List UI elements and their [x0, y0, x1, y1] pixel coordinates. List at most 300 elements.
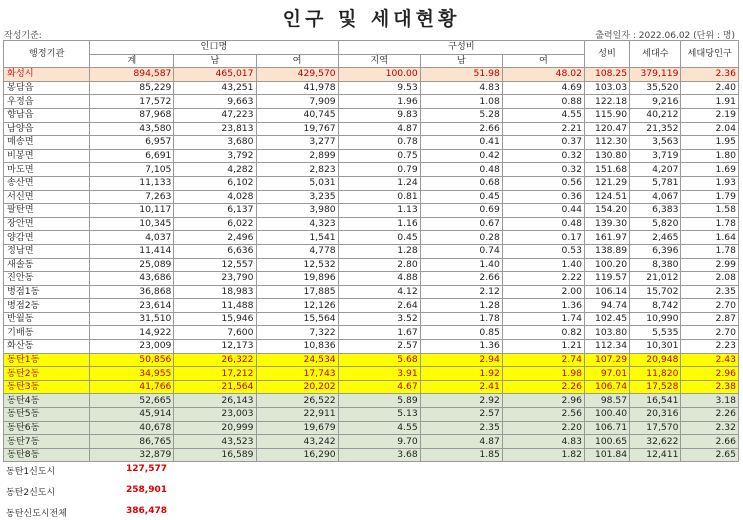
row-cell: 6,636: [174, 244, 256, 258]
prepared-by-label: 작성기준:: [4, 31, 42, 41]
row-cell: 120.47: [584, 122, 629, 136]
row-cell: 100.20: [584, 258, 629, 272]
row-cell: 10,836: [256, 340, 338, 354]
row-cell: 20,316: [630, 408, 681, 422]
row-agency-name: 동탄6동: [4, 421, 90, 435]
row-cell: 1.40: [420, 258, 502, 272]
row-cell: 18,983: [174, 285, 256, 299]
row-cell: 1.78: [420, 312, 502, 326]
row-cell: 2.21: [502, 122, 584, 136]
row-cell: 0.74: [420, 244, 502, 258]
row-cell: 0.32: [502, 149, 584, 163]
table-row: [4, 394, 739, 408]
row-cell: 11,820: [630, 367, 681, 381]
table-row: [4, 299, 739, 313]
row-cell: 40,678: [90, 421, 174, 435]
row-cell: 2.66: [420, 122, 502, 136]
row-agency-name: 새솔동: [4, 258, 90, 272]
row-cell: 119.57: [584, 272, 629, 286]
row-cell: 41,766: [90, 380, 174, 394]
row-cell: 0.81: [338, 190, 420, 204]
row-cell: 2.87: [681, 312, 739, 326]
table-row: [4, 367, 739, 381]
row-cell: 2.00: [502, 285, 584, 299]
row-cell: 21,012: [630, 272, 681, 286]
row-cell: 2.74: [502, 353, 584, 367]
row-cell: 10,301: [630, 340, 681, 354]
row-cell: 5,820: [630, 217, 681, 231]
row-cell: 1.69: [681, 163, 739, 177]
row-cell: 2.70: [681, 326, 739, 340]
row-cell: 1.21: [502, 340, 584, 354]
row-cell: 4,067: [630, 190, 681, 204]
row-cell: 9.83: [338, 108, 420, 122]
row-cell: 130.80: [584, 149, 629, 163]
row-cell: 2.26: [681, 408, 739, 422]
row-cell: 4.55: [502, 108, 584, 122]
header-female-pct: 여: [502, 54, 584, 68]
row-cell: 15,702: [630, 285, 681, 299]
row-cell: 2.65: [681, 448, 739, 462]
row-cell: 4.83: [502, 435, 584, 449]
row-cell: 20,948: [630, 353, 681, 367]
table-row: [4, 244, 739, 258]
row-cell: 121.29: [584, 176, 629, 190]
row-cell: 50,856: [90, 353, 174, 367]
row-cell: 2.43: [681, 353, 739, 367]
row-cell: 12,126: [256, 299, 338, 313]
row-cell: 115.90: [584, 108, 629, 122]
row-cell: 19,767: [256, 122, 338, 136]
header-population: 인口명: [90, 41, 338, 55]
row-cell: 2.80: [338, 258, 420, 272]
row-cell: 4,028: [174, 190, 256, 204]
row-cell: 1.78: [681, 244, 739, 258]
row-agency-name: 동탄2동: [4, 367, 90, 381]
row-cell: 2.96: [681, 367, 739, 381]
row-cell: 23,790: [174, 272, 256, 286]
row-cell: 1.85: [420, 448, 502, 462]
row-cell: 1.91: [681, 95, 739, 109]
row-cell: 2.22: [502, 272, 584, 286]
row-cell: 51.98: [420, 68, 502, 82]
row-cell: 15,564: [256, 312, 338, 326]
row-cell: 2.57: [420, 408, 502, 422]
row-cell: 8,380: [630, 258, 681, 272]
header-composition: 구성비: [338, 41, 584, 55]
row-cell: 1.28: [420, 299, 502, 313]
row-cell: 3,792: [174, 149, 256, 163]
row-agency-name: 반월동: [4, 312, 90, 326]
header-per-household: 세대당인구: [681, 41, 739, 68]
row-cell: 94.74: [584, 299, 629, 313]
row-cell: 6,396: [630, 244, 681, 258]
row-cell: 40,212: [630, 108, 681, 122]
row-cell: 3.91: [338, 367, 420, 381]
row-cell: 0.69: [420, 204, 502, 218]
row-cell: 1.58: [681, 204, 739, 218]
table-row: [4, 217, 739, 231]
row-cell: 8,742: [630, 299, 681, 313]
row-agency-name: 병점1동: [4, 285, 90, 299]
row-cell: 2.94: [420, 353, 502, 367]
row-cell: 21,564: [174, 380, 256, 394]
row-cell: 3,563: [630, 136, 681, 150]
row-cell: 3.18: [681, 394, 739, 408]
header-agency: 행정기관: [4, 41, 90, 68]
summary-label: 동탄1신도시: [6, 467, 56, 477]
row-agency-name: 비봉면: [4, 149, 90, 163]
row-cell: 0.36: [502, 190, 584, 204]
row-cell: 0.28: [420, 231, 502, 245]
row-cell: 98.57: [584, 394, 629, 408]
row-cell: 139.30: [584, 217, 629, 231]
table-row: [4, 435, 739, 449]
row-cell: 4.12: [338, 285, 420, 299]
row-cell: 2.40: [681, 81, 739, 95]
row-cell: 48.02: [502, 68, 584, 82]
row-cell: 17,528: [630, 380, 681, 394]
row-cell: 0.88: [502, 95, 584, 109]
row-agency-name: 동탄3동: [4, 380, 90, 394]
page-title: 인구 및 세대현황: [282, 8, 461, 30]
summary-label: 동탄신도시전체: [6, 509, 67, 519]
row-cell: 138.89: [584, 244, 629, 258]
row-cell: 465,017: [174, 68, 256, 82]
row-cell: 0.45: [420, 190, 502, 204]
row-cell: 106.74: [584, 380, 629, 394]
row-cell: 3,277: [256, 136, 338, 150]
row-cell: 4.83: [420, 81, 502, 95]
table-row: [4, 312, 739, 326]
row-cell: 2.41: [420, 380, 502, 394]
row-cell: 15,946: [174, 312, 256, 326]
row-cell: 7,105: [90, 163, 174, 177]
row-cell: 43,251: [174, 81, 256, 95]
row-cell: 7,263: [90, 190, 174, 204]
row-cell: 43,580: [90, 122, 174, 136]
row-cell: 16,290: [256, 448, 338, 462]
row-cell: 2.23: [681, 340, 739, 354]
row-agency-name: 화산동: [4, 340, 90, 354]
table-row: [4, 353, 739, 367]
row-cell: 17,212: [174, 367, 256, 381]
row-cell: 124.51: [584, 190, 629, 204]
row-agency-name: 봉담읍: [4, 81, 90, 95]
table-row: [4, 408, 739, 422]
row-cell: 0.45: [338, 231, 420, 245]
row-cell: 0.48: [420, 163, 502, 177]
row-cell: 2.26: [502, 380, 584, 394]
row-cell: 0.68: [420, 176, 502, 190]
row-cell: 11,414: [90, 244, 174, 258]
table-row: [4, 258, 739, 272]
table-row: [4, 95, 739, 109]
row-cell: 894,587: [90, 68, 174, 82]
row-cell: 2.38: [681, 380, 739, 394]
row-cell: 1.08: [420, 95, 502, 109]
row-cell: 32,622: [630, 435, 681, 449]
row-cell: 19,896: [256, 272, 338, 286]
row-cell: 4.67: [338, 380, 420, 394]
row-cell: 1,541: [256, 231, 338, 245]
row-cell: 2,465: [630, 231, 681, 245]
row-cell: 101.84: [584, 448, 629, 462]
row-cell: 0.75: [338, 149, 420, 163]
row-cell: 6,957: [90, 136, 174, 150]
row-cell: 12,557: [174, 258, 256, 272]
row-cell: 107.29: [584, 353, 629, 367]
row-cell: 0.78: [338, 136, 420, 150]
row-cell: 2.57: [338, 340, 420, 354]
row-cell: 12,532: [256, 258, 338, 272]
row-cell: 9,216: [630, 95, 681, 109]
row-cell: 2.66: [681, 435, 739, 449]
row-cell: 1.64: [681, 231, 739, 245]
row-agency-name: 우정읍: [4, 95, 90, 109]
row-cell: 4,778: [256, 244, 338, 258]
row-agency-name: 남양읍: [4, 122, 90, 136]
row-cell: 43,686: [90, 272, 174, 286]
row-cell: 4,282: [174, 163, 256, 177]
row-cell: 9.70: [338, 435, 420, 449]
summary-value: 127,577: [126, 464, 167, 474]
row-cell: 17,885: [256, 285, 338, 299]
row-cell: 2.19: [681, 108, 739, 122]
row-cell: 0.44: [502, 204, 584, 218]
header-male: 남: [174, 54, 256, 68]
row-cell: 122.18: [584, 95, 629, 109]
row-cell: 47,223: [174, 108, 256, 122]
row-cell: 41,978: [256, 81, 338, 95]
row-cell: 2.70: [681, 299, 739, 313]
table-row: [4, 272, 739, 286]
row-cell: 35,520: [630, 81, 681, 95]
row-cell: 43,242: [256, 435, 338, 449]
row-cell: 161.97: [584, 231, 629, 245]
row-cell: 2,823: [256, 163, 338, 177]
row-cell: 14,922: [90, 326, 174, 340]
row-cell: 16,541: [630, 394, 681, 408]
header-region-pct: 지역: [338, 54, 420, 68]
row-cell: 11,488: [174, 299, 256, 313]
row-cell: 5,781: [630, 176, 681, 190]
row-cell: 2.08: [681, 272, 739, 286]
row-cell: 6,691: [90, 149, 174, 163]
row-cell: 151.68: [584, 163, 629, 177]
row-cell: 26,522: [256, 394, 338, 408]
row-cell: 2.32: [681, 421, 739, 435]
row-cell: 4,323: [256, 217, 338, 231]
row-cell: 12,411: [630, 448, 681, 462]
row-cell: 24,534: [256, 353, 338, 367]
row-cell: 102.45: [584, 312, 629, 326]
table-row: [4, 81, 739, 95]
row-cell: 103.80: [584, 326, 629, 340]
row-cell: 6,137: [174, 204, 256, 218]
row-cell: 19,679: [256, 421, 338, 435]
row-agency-name: 동탄4동: [4, 394, 90, 408]
table-row: [4, 136, 739, 150]
row-agency-name: 병점2동: [4, 299, 90, 313]
row-agency-name: 서신면: [4, 190, 90, 204]
row-cell: 31,510: [90, 312, 174, 326]
row-cell: 106.71: [584, 421, 629, 435]
table-row: [4, 108, 739, 122]
row-cell: 5,031: [256, 176, 338, 190]
row-agency-name: 동탄8동: [4, 448, 90, 462]
row-cell: 3.52: [338, 312, 420, 326]
row-cell: 0.53: [502, 244, 584, 258]
row-cell: 6,383: [630, 204, 681, 218]
row-agency-name: 매송면: [4, 136, 90, 150]
row-cell: 10,990: [630, 312, 681, 326]
row-cell: 1.95: [681, 136, 739, 150]
row-cell: 154.20: [584, 204, 629, 218]
row-cell: 0.82: [502, 326, 584, 340]
row-cell: 97.01: [584, 367, 629, 381]
row-cell: 32,879: [90, 448, 174, 462]
row-cell: 100.65: [584, 435, 629, 449]
row-agency-name: 동탄1동: [4, 353, 90, 367]
table-row: [4, 68, 739, 82]
table-row: [4, 122, 739, 136]
row-cell: 52,665: [90, 394, 174, 408]
row-cell: 1.40: [502, 258, 584, 272]
row-cell: 7,600: [174, 326, 256, 340]
row-cell: 103.03: [584, 81, 629, 95]
row-cell: 7,909: [256, 95, 338, 109]
row-cell: 2.99: [681, 258, 739, 272]
table-row: [4, 421, 739, 435]
table-row: [4, 231, 739, 245]
row-cell: 100.00: [338, 68, 420, 82]
row-cell: 1.80: [681, 149, 739, 163]
row-cell: 1.74: [502, 312, 584, 326]
row-cell: 1.92: [420, 367, 502, 381]
row-cell: 0.37: [502, 136, 584, 150]
row-cell: 2.04: [681, 122, 739, 136]
row-cell: 12,173: [174, 340, 256, 354]
row-agency-name: 동탄7동: [4, 435, 90, 449]
row-agency-name: 장안면: [4, 217, 90, 231]
row-cell: 36,868: [90, 285, 174, 299]
row-cell: 0.42: [420, 149, 502, 163]
row-cell: 112.30: [584, 136, 629, 150]
row-cell: 379,119: [630, 68, 681, 82]
row-agency-name: 양감면: [4, 231, 90, 245]
row-agency-name: 기배동: [4, 326, 90, 340]
table-row: [4, 340, 739, 354]
row-cell: 100.40: [584, 408, 629, 422]
row-cell: 2.35: [681, 285, 739, 299]
row-cell: 108.25: [584, 68, 629, 82]
row-cell: 23,009: [90, 340, 174, 354]
row-cell: 1.79: [681, 190, 739, 204]
row-cell: 3.68: [338, 448, 420, 462]
row-cell: 0.48: [502, 217, 584, 231]
row-cell: 10,345: [90, 217, 174, 231]
print-info: 출력일자 : 2022.06.02 (단위 : 명): [595, 31, 735, 41]
table-row: [4, 448, 739, 462]
row-cell: 26,322: [174, 353, 256, 367]
row-cell: 25,089: [90, 258, 174, 272]
row-cell: 85,229: [90, 81, 174, 95]
row-cell: 2.56: [502, 408, 584, 422]
table-row: [4, 190, 739, 204]
row-cell: 23,813: [174, 122, 256, 136]
header-male-pct: 남: [420, 54, 502, 68]
row-cell: 2.66: [420, 272, 502, 286]
summary-value: 258,901: [126, 485, 167, 495]
header-female: 여: [256, 54, 338, 68]
row-cell: 4.87: [420, 435, 502, 449]
row-cell: 1.13: [338, 204, 420, 218]
row-cell: 5.28: [420, 108, 502, 122]
row-cell: 34,955: [90, 367, 174, 381]
row-cell: 1.36: [502, 299, 584, 313]
row-cell: 9.53: [338, 81, 420, 95]
row-cell: 0.67: [420, 217, 502, 231]
table-row: [4, 285, 739, 299]
row-cell: 5.89: [338, 394, 420, 408]
row-agency-name: 정남면: [4, 244, 90, 258]
row-cell: 2.35: [420, 421, 502, 435]
row-cell: 0.17: [502, 231, 584, 245]
row-cell: 11,133: [90, 176, 174, 190]
row-cell: 5.68: [338, 353, 420, 367]
row-cell: 4,037: [90, 231, 174, 245]
row-agency-name: 동탄5동: [4, 408, 90, 422]
table-row: [4, 326, 739, 340]
row-cell: 2.20: [502, 421, 584, 435]
summary-value: 386,478: [126, 506, 167, 516]
summary-label: 동탄2신도시: [6, 488, 56, 498]
row-cell: 17,570: [630, 421, 681, 435]
row-cell: 2.12: [420, 285, 502, 299]
row-agency-name: 마도면: [4, 163, 90, 177]
row-cell: 86,765: [90, 435, 174, 449]
row-cell: 22,911: [256, 408, 338, 422]
population-table: [3, 40, 739, 462]
row-cell: 23,614: [90, 299, 174, 313]
row-agency-name: 송산면: [4, 176, 90, 190]
row-cell: 17,743: [256, 367, 338, 381]
row-cell: 1.93: [681, 176, 739, 190]
row-cell: 3,980: [256, 204, 338, 218]
row-cell: 1.36: [420, 340, 502, 354]
row-cell: 43,523: [174, 435, 256, 449]
row-cell: 2.92: [420, 394, 502, 408]
row-cell: 4.55: [338, 421, 420, 435]
row-cell: 26,143: [174, 394, 256, 408]
row-cell: 1.82: [502, 448, 584, 462]
row-cell: 1.96: [338, 95, 420, 109]
row-cell: 2.36: [681, 68, 739, 82]
row-cell: 9,663: [174, 95, 256, 109]
row-cell: 16,589: [174, 448, 256, 462]
row-cell: 112.34: [584, 340, 629, 354]
row-cell: 3,680: [174, 136, 256, 150]
row-cell: 1.28: [338, 244, 420, 258]
row-cell: 23,003: [174, 408, 256, 422]
row-cell: 17,572: [90, 95, 174, 109]
row-agency-name: 팔탄면: [4, 204, 90, 218]
row-agency-name: 화성시: [4, 68, 90, 82]
row-cell: 429,570: [256, 68, 338, 82]
row-cell: 0.79: [338, 163, 420, 177]
row-cell: 2.64: [338, 299, 420, 313]
